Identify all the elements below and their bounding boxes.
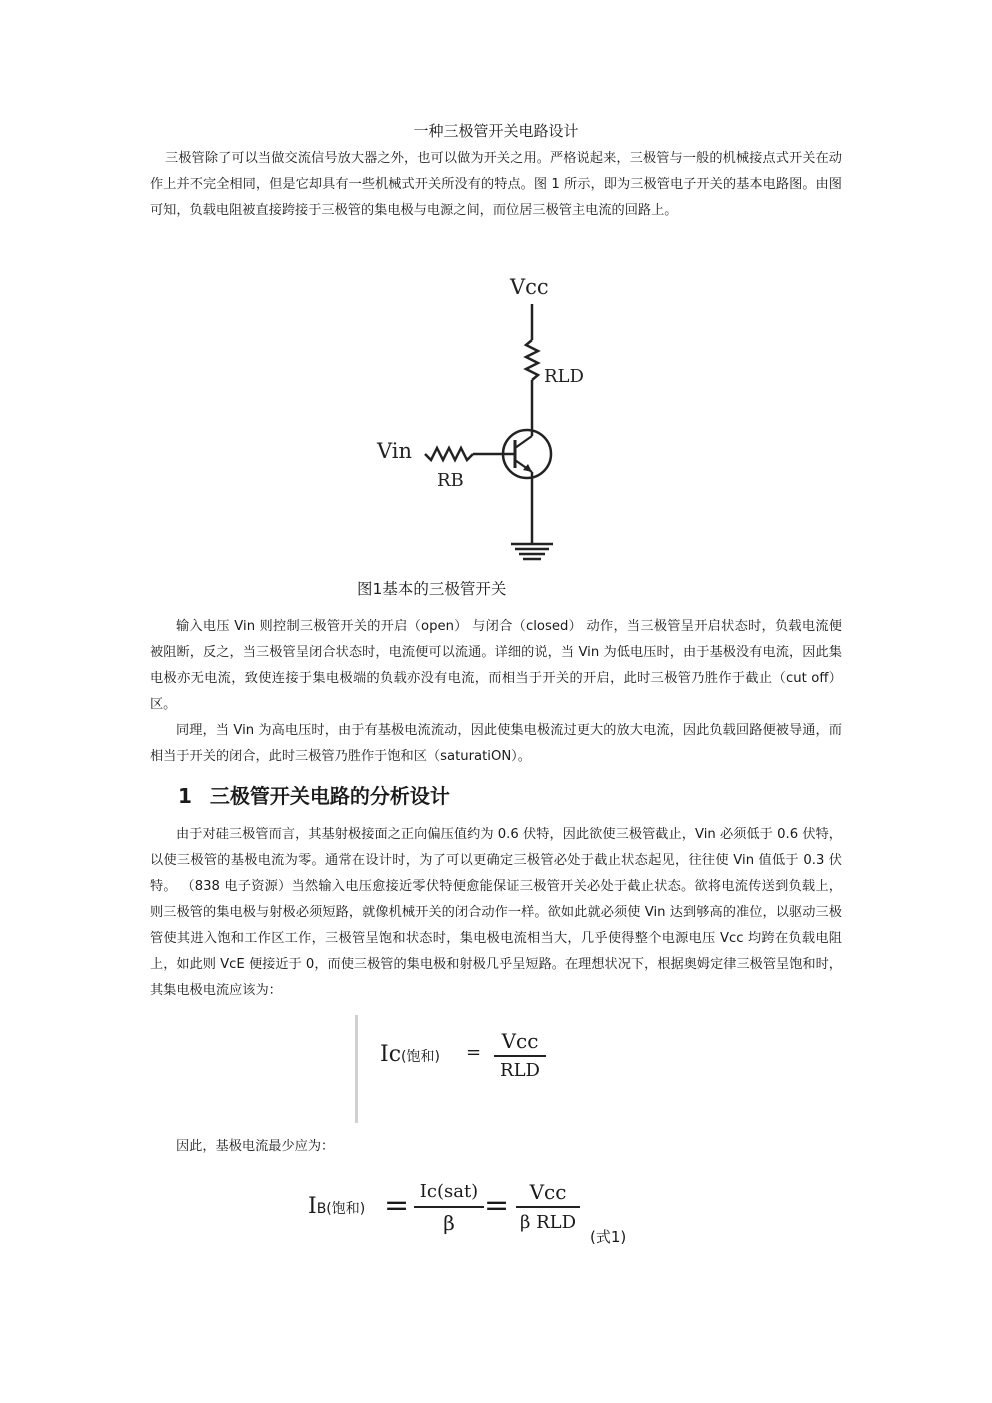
eq2-numerator-2: Vcc (529, 1180, 567, 1204)
vin-label: Vin (377, 439, 413, 463)
section-number: 1 (178, 784, 192, 808)
ground-icon (511, 544, 553, 559)
eq1-lhs: Ic(饱和) (380, 1042, 440, 1067)
eq2-lhs: IB(饱和) (308, 1194, 366, 1219)
section-heading (178, 780, 450, 809)
eq2-fraction-1 (414, 1178, 484, 1238)
rb-label: RB (437, 470, 464, 491)
eq2-denominator-1: β (443, 1210, 455, 1235)
equation-base-current (308, 1178, 638, 1258)
eq2-equals-2: = (484, 1188, 510, 1223)
figure-caption: 图1基本的三极管开关 (357, 580, 507, 598)
paragraph-analysis: 由于对硅三极管而言，其基射极接面之正向偏压值约为 0.6 伏特，因此欲使三极管截止，Vin 必须低于 0.6 伏特，以使三极管的基极电流为零。通常在设计时，为了可以更确定三极管必处于截止状态起见，往往使 Vin 值低于 0.3 伏特。 （838 电子资源）当然输入电压愈接近零伏特便愈能保证三极管开关必处于截止状态。欲将电流传送到负载上，则三极管的集电极与射极必须短路，就像机械开关的闭合动作一样。欲如此就必须使 Vin 达到够高的准位，以驱动三极管使其进入饱和工作区工作，三极管呈饱和状态时，集电极电流相当大，几乎使得整个电源电压 Vcc 均跨在负载电阻上，如此则 VcE 便接近于 0，而使三极管的集电极和射极几乎呈短路。在理想状况下，根据奥姆定律三极管呈饱和时，其集电极电流应该为： (150, 827, 842, 998)
paragraph-base-current: 因此，基极电流最少应为： (176, 1139, 335, 1154)
rld-label: RLD (544, 366, 584, 387)
vcc-label: Vcc (510, 275, 549, 299)
eq1-equals: = (466, 1042, 482, 1063)
eq2-fraction-2 (516, 1178, 580, 1238)
equation-quote-bar (355, 1015, 358, 1123)
intro-paragraph: 三极管除了可以当做交流信号放大器之外，也可以做为开关之用。严格说起来，三极管与一般的机械接点式开关在动作上并不完全相同，但是它却具有一些机械式开关所没有的特点。图 1 所示，即为三极管电子开关的基本电路图。由图可知，负载电阻被直接跨接于三极管的集电极与电源之间，而位居三极管主电流的回路上。 (150, 151, 842, 218)
eq1-denominator: RLD (500, 1059, 540, 1081)
rb-resistor (425, 448, 473, 460)
paragraph-switch-states: 输入电压 Vin 则控制三极管开关的开启（open） 与闭合（closed） 动作，当三极管呈开启状态时，负载电流便被阻断，反之，当三极管呈闭合状态时，电流便可以流通。详细的说，当 Vin 为低电压时，由于基极没有电流，因此集电极亦无电流，致使连接于集电极端的负载亦没有电流，而相当于开关的开启，此时三极管乃胜作于截止（cut off）区。 (150, 619, 842, 712)
eq2-denominator-2: β RLD (519, 1211, 577, 1233)
paragraph-saturation: 同理，当 Vin 为高电压时，由于有基极电流流动，因此使集电极流过更大的放大电流，因此负载回路便被导通，而相当于开关的闭合，此时三极管乃胜作于饱和区（saturatiON）。 (150, 723, 842, 764)
document-title: 一种三极管开关电路设计 (413, 122, 579, 140)
equation-collector-current (380, 1027, 580, 1097)
eq2-tag: (式1) (590, 1228, 627, 1246)
eq1-numerator: Vcc (501, 1029, 539, 1053)
eq1-fraction (494, 1027, 546, 1085)
transistor-switch-diagram (355, 268, 595, 603)
eq2-numerator-1: Ic(sat) (419, 1181, 479, 1202)
rld-resistor (526, 340, 538, 380)
section-title: 三极管开关电路的分析设计 (209, 784, 450, 808)
eq2-equals-1: = (384, 1188, 410, 1223)
